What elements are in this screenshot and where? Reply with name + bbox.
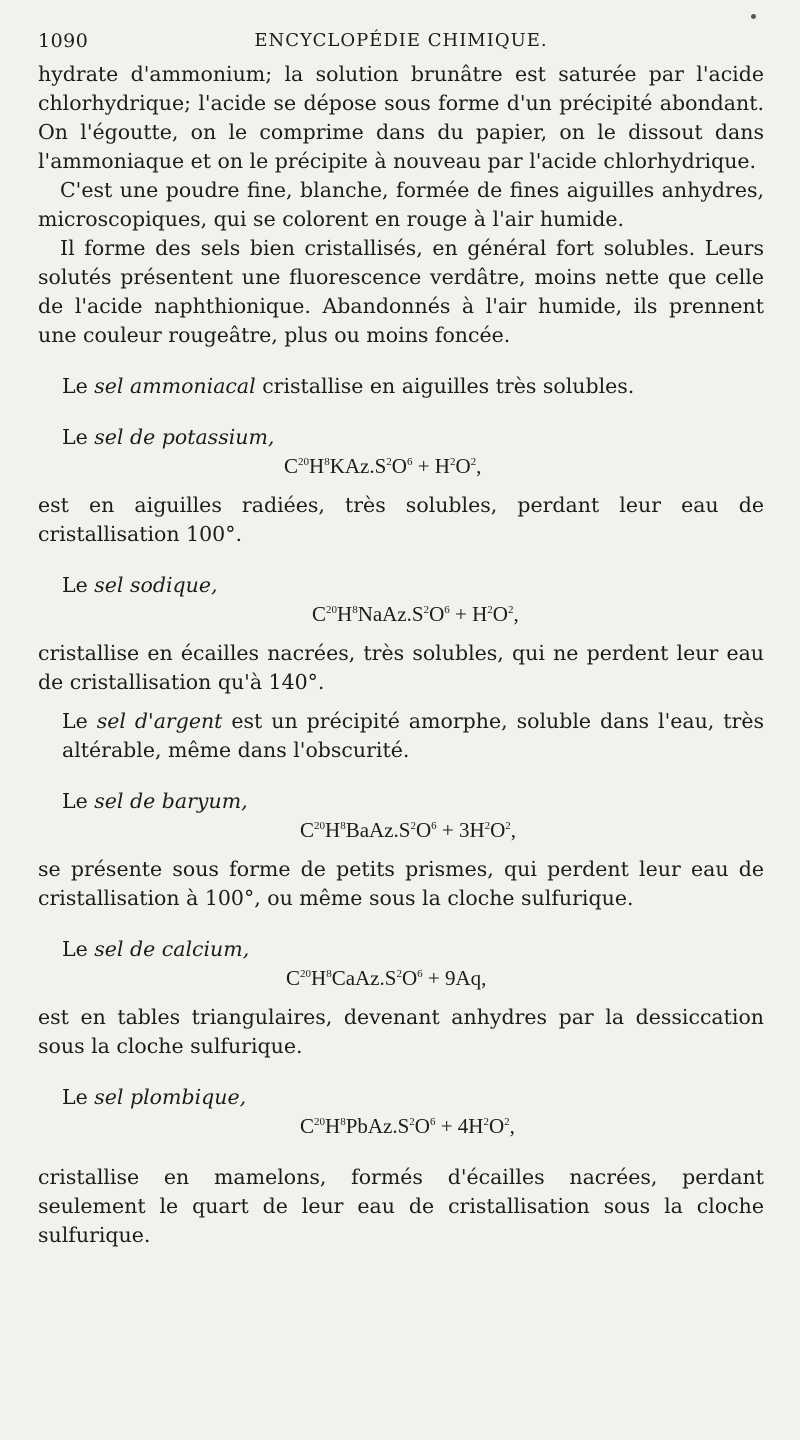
- page-header: [38, 0, 764, 60]
- salt-baryum-description: se présente sous forme de petits prismes, qui perdent leur eau de cristallisation à 100°, ou même sous la cloche sulfurique.: [38, 857, 764, 910]
- salt-plombique-label: Le sel plombique,: [62, 1085, 247, 1109]
- paragraph-preparation: hydrate d'ammonium; la solution brunâtre est saturée par l'acide chlorhydrique; l'acide se dépose sous forme d'un précipité abondant. On l'égoutte, on le comprime dans du papier, on le dissout dans l'ammoniaque et on le précipite à nouveau par l'acide chlorhydrique.: [38, 62, 764, 173]
- paragraph-salts: Il forme des sels bien cristallisés, en général fort solubles. Leurs solutés présentent une fluorescence verdâtre, moins nette que celle de l'acide naphthionique. Abandonnés à l'air humide, ils prennent une couleur rougeâtre, plus ou moins foncée.: [38, 236, 764, 347]
- salt-ammoniacal: Le sel ammoniacal cristallise en aiguilles très solubles.: [62, 374, 635, 398]
- paragraph-appearance: C'est une poudre fine, blanche, formée de fines aiguilles anhydres, microscopiques, qui se colorent en rouge à l'air humide.: [38, 178, 764, 231]
- salt-potassium-label: Le sel de potassium,: [62, 425, 275, 449]
- salt-baryum-label: Le sel de baryum,: [62, 789, 248, 813]
- salt-calcium-description: est en tables triangulaires, devenant anhydres par la dessiccation sous la cloche sulfurique.: [38, 1005, 764, 1058]
- ink-dot: [751, 14, 756, 19]
- formula-baryum: $C^{20}H^8BaAz.S^2O^6 + 3H^2O^2$,: [300, 818, 517, 842]
- running-title: ENCYCLOPÉDIE CHIMIQUE.: [254, 30, 548, 51]
- formula-potassium: $C^{20}H^8KAz.S^2O^6 + H^2O^2$,: [284, 454, 482, 478]
- page-number: 1090: [38, 30, 89, 52]
- formula-calcium: $C^{20}H^8CaAz.S^2O^6 + 9Aq$,: [286, 966, 487, 990]
- salt-potassium-description: est en aiguilles radiées, très solubles, perdant leur eau de cristallisation 100°.: [38, 493, 764, 546]
- salt-plombique-description: cristallise en mamelons, formés d'écailles nacrées, perdant seulement le quart de leur eau de cristallisation sous la cloche sulfurique.: [38, 1165, 764, 1247]
- formula-sodique: $C^{20}H^8NaAz.S^2O^6 + H^2O^2$,: [312, 602, 519, 626]
- salt-sodique-label: Le sel sodique,: [62, 573, 218, 597]
- salt-sodique-description: cristallise en écailles nacrées, très solubles, qui ne perdent leur eau de cristallisation qu'à 140°.: [38, 641, 764, 694]
- salt-calcium-label: Le sel de calcium,: [62, 937, 250, 961]
- salt-argent: Le sel d'argent est un précipité amorphe, soluble dans l'eau, très altérable, même dans l'obscurité.: [62, 709, 764, 762]
- formula-plombique: $C^{20}H^8PbAz.S^2O^6 + 4H^2O^2$,: [300, 1114, 515, 1138]
